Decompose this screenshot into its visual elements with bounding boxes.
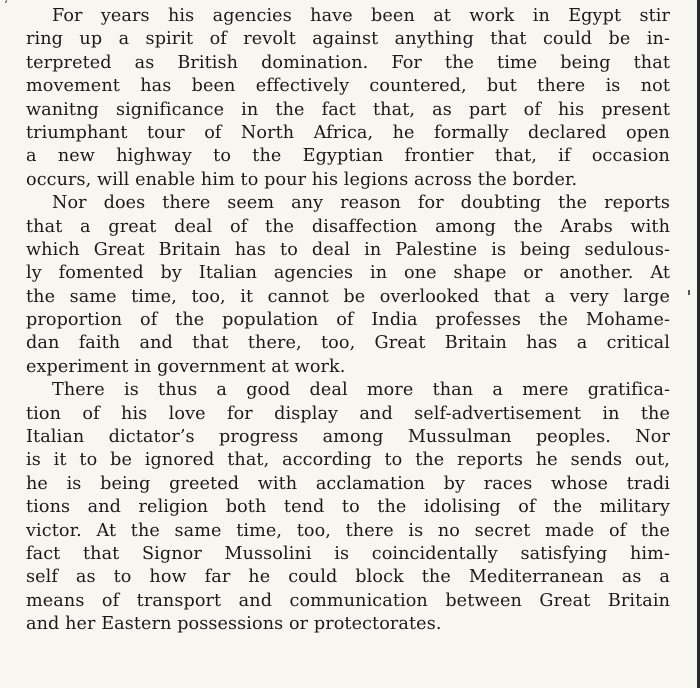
text-line: tions and religion both tend to the idolising of the military (26, 497, 670, 518)
margin-mark: ʻ (4, 0, 8, 12)
text-line: and her Eastern possessions or protectorates. (26, 614, 442, 635)
text-line: self as to how far he could block the Mediterranean as a (26, 567, 670, 588)
text-line: wanitng significance in the fact that, as part of his present (26, 99, 670, 120)
text-line: triumphant tour of North Africa, he formally declared open (26, 122, 670, 143)
text-line: ly fomented by Italian agencies in one shape or another. At (26, 263, 670, 284)
text-line: fact that Signor Mussolini is coincidentally satisfying him- (26, 543, 670, 564)
text-line: movement has been effectively countered, but there is not (26, 76, 670, 97)
text-line: Italian dictator’s progress among Mussulman peoples. Nor (26, 427, 670, 448)
text-line: dan faith and that there, too, Great Britain has a critical (26, 333, 670, 354)
text-line: he is being greeted with acclamation by races whose tradi (26, 473, 670, 494)
text-line: occurs, will enable him to pour his legions across the border. (26, 169, 578, 190)
article-column (26, 5, 670, 637)
text-line: a new highway to the Egyptian frontier that, if occasion (26, 146, 670, 167)
text-line: proportion of the population of India professes the Mohame- (26, 310, 670, 331)
text-line: ring up a spirit of revolt against anything that could be in- (26, 29, 670, 50)
text-line: the same time, too, it cannot be overlooked that a very large (26, 286, 670, 307)
text-line: means of transport and communication between Great Britain (26, 590, 670, 611)
text-line: tion of his love for display and self-advertisement in the (26, 403, 670, 424)
text-line: terpreted as British domination. For the time being that (26, 52, 670, 73)
text-line: is it to be ignored that, according to the reports he sends out, (26, 450, 670, 471)
text-line: victor. At the same time, too, there is no secret made of the (26, 520, 670, 541)
text-line: For years his agencies have been at work in Egypt stir (52, 6, 670, 26)
text-line: There is thus a good deal more than a mere gratifica- (52, 380, 670, 401)
text-line: Nor does there seem any reason for doubting the reports (52, 193, 670, 214)
text-line: experiment in government at work. (26, 356, 346, 377)
text-line: which Great Britain has to deal in Palestine is being sedulous- (26, 239, 670, 260)
ink-speck (688, 290, 690, 295)
text-line: that a great deal of the disaffection among the Arabs with (26, 216, 670, 237)
